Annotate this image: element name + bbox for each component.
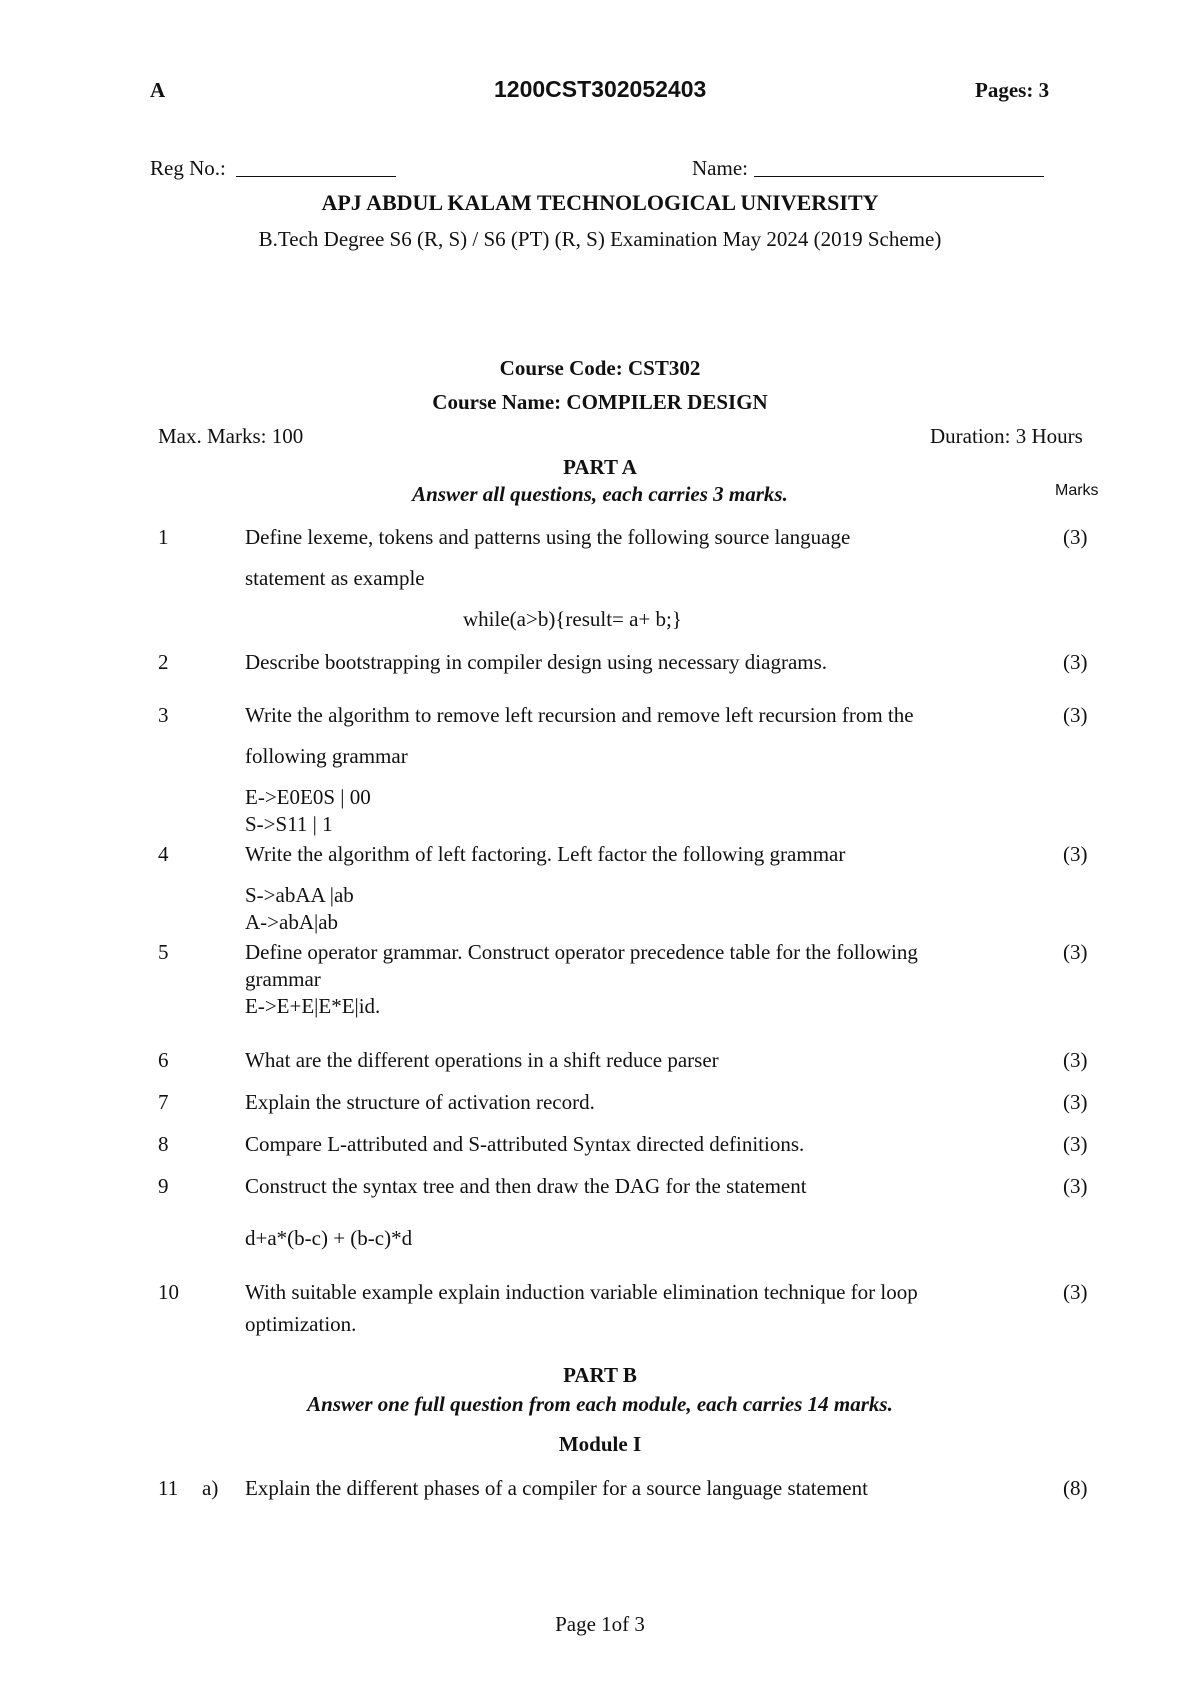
grammar-line: S->abAA |ab <box>245 883 354 907</box>
grammar-line: S->S11 | 1 <box>245 812 333 836</box>
question-text: Explain the different phases of a compiler for a source language statement <box>245 1476 868 1500</box>
question-marks: (8) <box>1063 1476 1088 1500</box>
part-a-instruction: Answer all questions, each carries 3 marks. <box>412 482 788 506</box>
question-text: Define operator grammar. Construct operator precedence table for the following <box>245 940 918 964</box>
part-a-title: PART A <box>563 455 637 479</box>
duration: Duration: 3 Hours <box>930 424 1083 448</box>
question-text: Write the algorithm to remove left recursion and remove left recursion from the <box>245 703 914 727</box>
question-marks: (3) <box>1063 1132 1088 1156</box>
module-title: Module I <box>558 1432 642 1456</box>
grammar-line: A->abA|ab <box>245 910 339 934</box>
question-marks: (3) <box>1063 1090 1088 1114</box>
university-name: APJ ABDUL KALAM TECHNOLOGICAL UNIVERSITY <box>321 190 879 215</box>
part-b-instruction: Answer one full question from each module, each carries 14 marks. <box>307 1392 893 1416</box>
question-number: 5 <box>158 940 169 964</box>
question-text: Explain the structure of activation record. <box>245 1090 595 1114</box>
question-number: 9 <box>158 1174 169 1198</box>
name-label: Name: <box>692 156 748 180</box>
set-label: A <box>150 78 166 102</box>
question-text: statement as example <box>245 566 425 590</box>
question-text: Define lexeme, tokens and patterns using the following source language <box>245 525 851 549</box>
question-number: 2 <box>158 650 169 674</box>
question-text: following grammar <box>245 744 408 768</box>
question-number: 7 <box>158 1090 169 1114</box>
exam-title: B.Tech Degree S6 (R, S) / S6 (PT) (R, S) Examination May 2024 (2019 Scheme) <box>258 227 942 251</box>
question-text: Write the algorithm of left factoring. Left factor the following grammar <box>245 842 846 866</box>
reg-no-label: Reg No.: <box>150 156 226 180</box>
part-b-title: PART B <box>563 1363 637 1387</box>
question-text: With suitable example explain induction variable elimination technique for loop <box>245 1280 918 1304</box>
max-marks: Max. Marks: 100 <box>158 424 304 448</box>
name-line <box>754 176 1044 177</box>
question-number: 8 <box>158 1132 169 1156</box>
question-marks: (3) <box>1063 842 1088 866</box>
course-code: Course Code: CST302 <box>499 356 701 380</box>
question-code: while(a>b){result= a+ b;} <box>463 607 682 631</box>
grammar-line: E->E0E0S | 00 <box>245 785 371 809</box>
question-text: Describe bootstrapping in compiler design using necessary diagrams. <box>245 650 828 674</box>
question-number: 3 <box>158 703 169 727</box>
question-expression: d+a*(b-c) + (b-c)*d <box>245 1226 413 1250</box>
question-marks: (3) <box>1063 1174 1088 1198</box>
course-name: Course Name: COMPILER DESIGN <box>432 390 768 414</box>
question-number: 10 <box>158 1280 179 1304</box>
question-marks: (3) <box>1063 703 1088 727</box>
question-text: Compare L-attributed and S-attributed Syntax directed definitions. <box>245 1132 805 1156</box>
question-marks: (3) <box>1063 650 1088 674</box>
question-text: optimization. <box>245 1312 357 1336</box>
question-number: 6 <box>158 1048 169 1072</box>
question-number: 11 <box>158 1476 179 1500</box>
question-number: 4 <box>158 842 169 866</box>
page-footer: Page 1of 3 <box>555 1612 645 1636</box>
question-text: grammar <box>245 967 321 991</box>
question-text: What are the different operations in a shift reduce parser <box>245 1048 719 1072</box>
grammar-line: E->E+E|E*E|id. <box>245 994 381 1018</box>
question-marks: (3) <box>1063 525 1088 549</box>
sub-question-label: a) <box>202 1476 219 1500</box>
marks-header: Marks <box>1055 482 1099 499</box>
question-number: 1 <box>158 525 169 549</box>
question-marks: (3) <box>1063 940 1088 964</box>
question-marks: (3) <box>1063 1280 1088 1304</box>
reg-no-line <box>236 176 396 177</box>
question-marks: (3) <box>1063 1048 1088 1072</box>
question-text: Construct the syntax tree and then draw the DAG for the statement <box>245 1174 807 1198</box>
paper-code: 1200CST302052403 <box>494 76 707 102</box>
page-count: Pages: 3 <box>975 78 1050 102</box>
